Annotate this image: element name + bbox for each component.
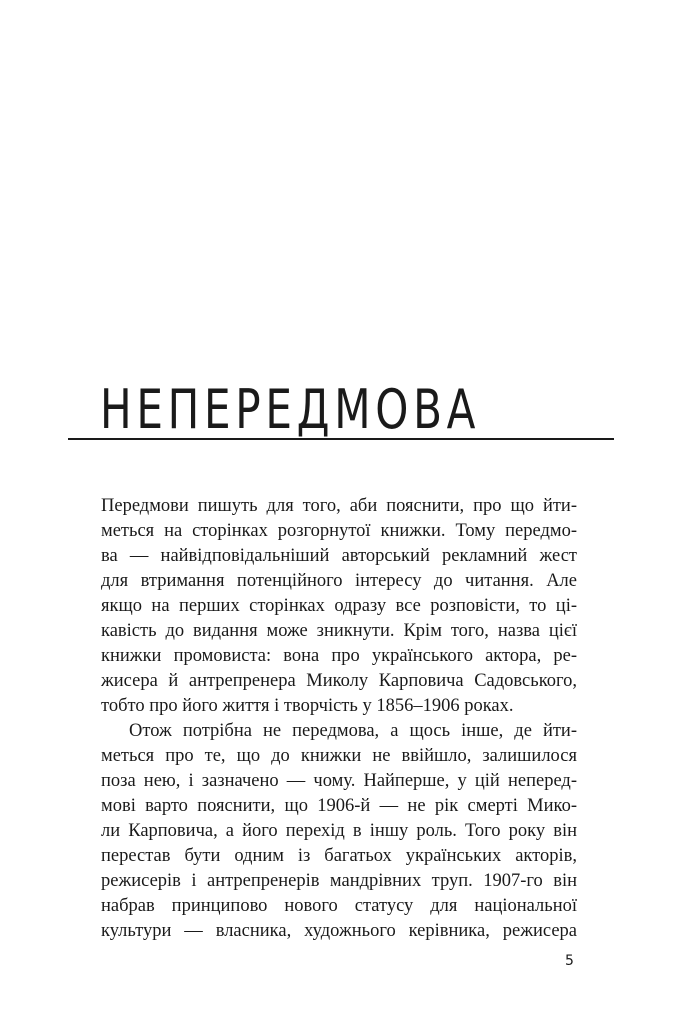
text-line: культури — власника, художнього керівника, режисера: [101, 921, 577, 941]
text-line: якщо на перших сторінках одразу все розповісти, то ці-: [101, 596, 577, 616]
text-line: для втримання потенційного інтересу до читання. Але: [101, 571, 577, 591]
text-line: мові варто пояснити, що 1906-й — не рік смерті Мико-: [101, 796, 577, 816]
text-line: набрав принципово нового статусу для національної: [101, 896, 577, 916]
text-line: жисера й антрепренера Миколу Карповича Садовського,: [101, 671, 577, 691]
text-line: перестав бути одним із багатьох українських акторів,: [101, 846, 577, 866]
text-line: Передмови пишуть для того, аби пояснити, про що йти-: [101, 496, 577, 516]
title-rule: [68, 438, 614, 440]
paragraph-1: [101, 494, 577, 719]
text-line: Отож потрібна не передмова, а щось інше, де йти-: [129, 721, 577, 741]
body-text: [101, 494, 577, 944]
page-number: 5: [565, 953, 574, 969]
text-line: книжки промовиста: вона про українського актора, ре-: [101, 646, 577, 666]
text-line: тобто про його життя і творчість у 1856–1906 роках.: [101, 696, 514, 716]
text-line: меться на сторінках розгорнутої книжки. Тому передмо-: [101, 521, 577, 541]
text-line: кавість до видання може зникнути. Крім того, назва цієї: [101, 621, 577, 641]
text-line: меться про те, що до книжки не ввійшло, залишилося: [101, 746, 577, 766]
text-line: поза нею, і зазначено — чому. Найперше, у цій неперед-: [101, 771, 577, 791]
text-line: ва — найвідповідальніший авторський рекламний жест: [101, 546, 577, 566]
text-line: ли Карповича, а його перехід в іншу роль. Того року він: [101, 821, 577, 841]
paragraph-2: [101, 719, 577, 944]
chapter-title: НЕПЕРЕДМОВА: [100, 378, 481, 441]
text-line: режисерів і антрепренерів мандрівних труп. 1907-го він: [101, 871, 577, 891]
